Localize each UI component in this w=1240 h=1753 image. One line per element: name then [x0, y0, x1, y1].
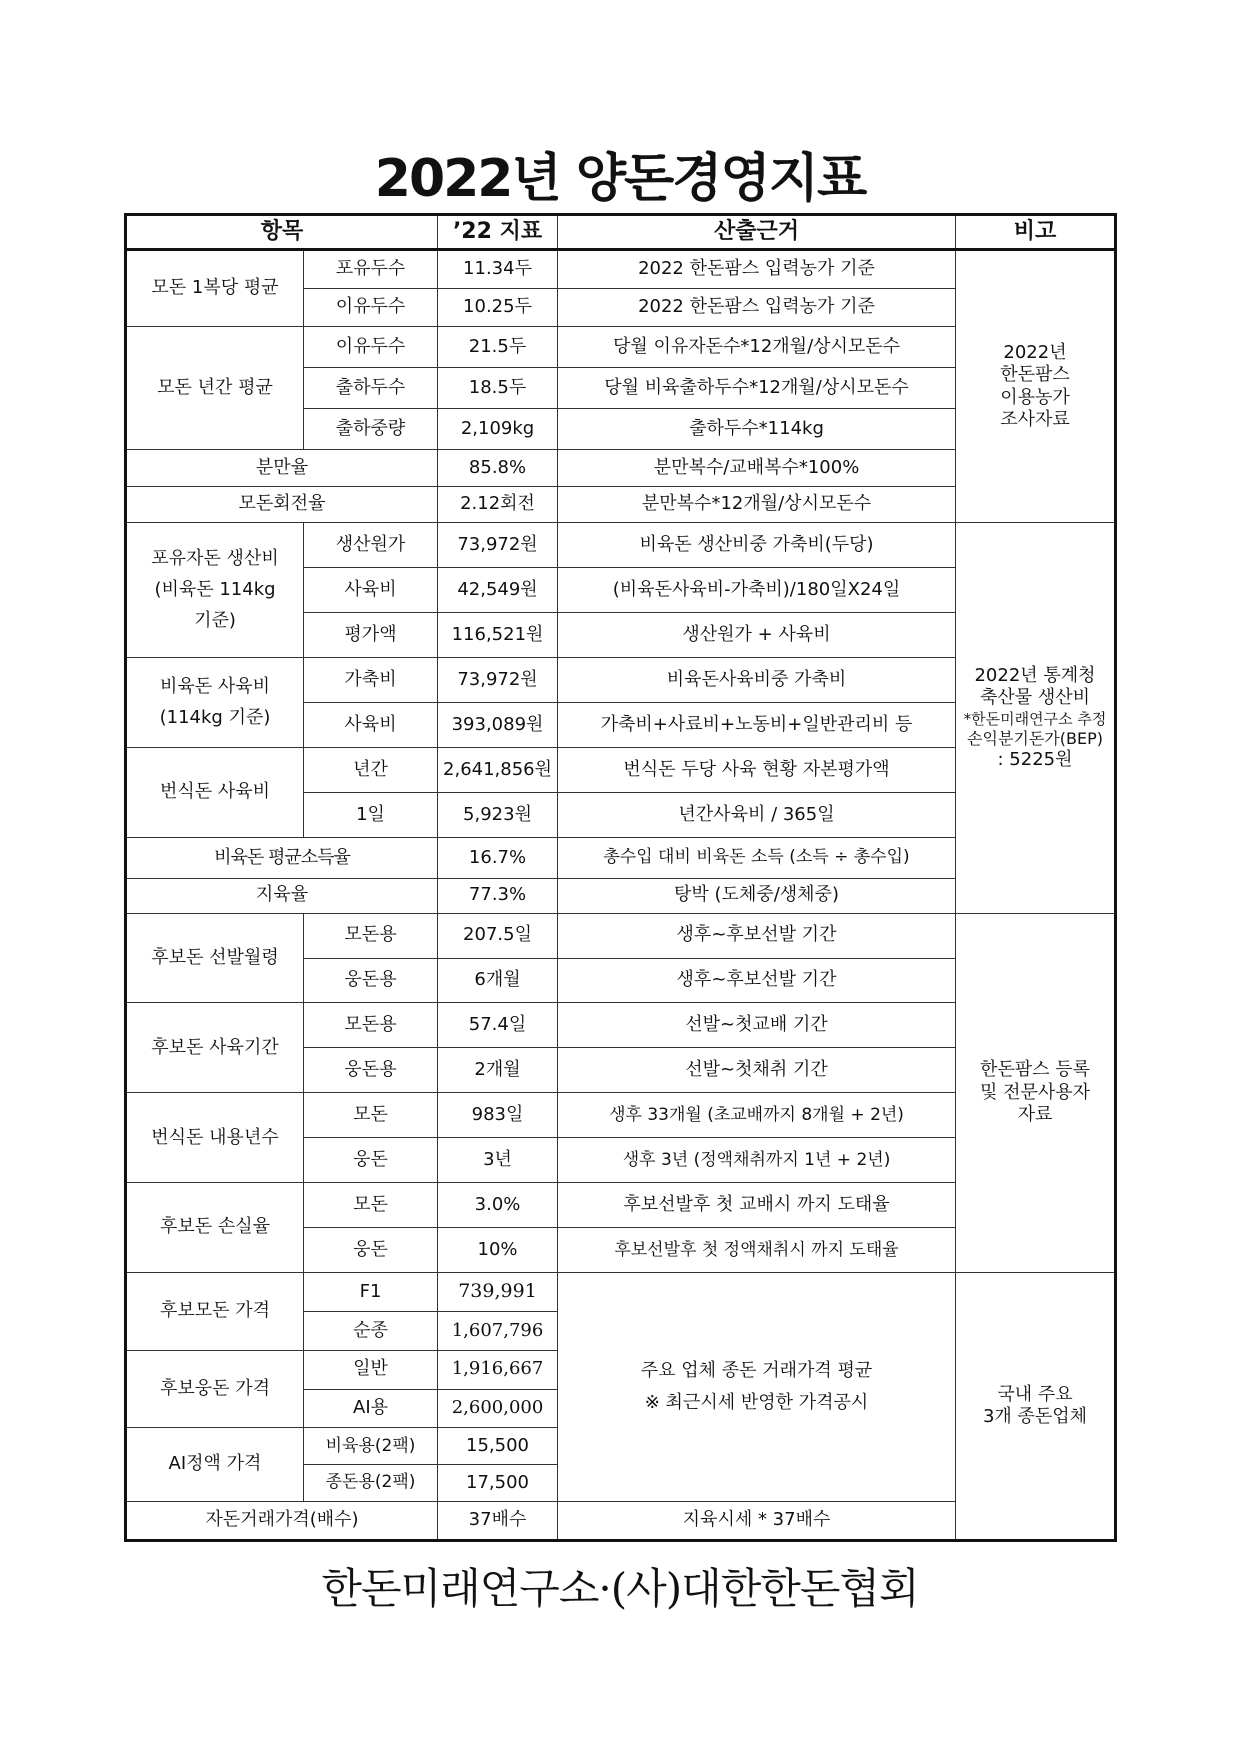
row-basis: 2022 한돈팜스 입력농가 기준 [558, 288, 956, 327]
row-value: 739,991 [438, 1273, 558, 1312]
row-label: 모돈 1복당 평균 [126, 249, 304, 327]
note-line: 자료 [1017, 1104, 1053, 1126]
row-sublabel: 출하두수 [304, 368, 438, 409]
row-sublabel: AI용 [304, 1389, 438, 1428]
table-header-row [126, 215, 1116, 250]
note-line: 2022년 통계청 [974, 664, 1096, 686]
row-basis: 생후~후보선발 기간 [558, 958, 956, 1003]
row-basis: 당월 이유자돈수*12개월/상시모돈수 [558, 327, 956, 368]
publisher-footer: 한돈미래연구소·(사)대한한돈협회 [321, 1564, 919, 1613]
row-sublabel: 가축비 [304, 658, 438, 703]
note-line: 손익분기돈가(BEP) [967, 728, 1103, 748]
row-value: 3년 [438, 1138, 558, 1183]
basis-line: 주요 업체 종돈 거래가격 평균 [640, 1359, 873, 1381]
header-item: 항목 [126, 215, 438, 250]
row-sublabel: 년간 [304, 748, 438, 793]
row-label: 지육율 [126, 878, 438, 913]
row-basis: 생산원가 + 사육비 [558, 613, 956, 658]
row-basis: 후보선발후 첫 정액채취시 까지 도태율 [558, 1228, 956, 1273]
row-value: 73,972원 [438, 523, 558, 568]
basis-line: ※ 최근시세 반영한 가격공시 [644, 1391, 869, 1413]
row-value: 42,549원 [438, 568, 558, 613]
row-label: 후보돈 선발월령 [126, 913, 304, 1003]
row-label: 후보돈 손실율 [126, 1183, 304, 1273]
row-value: 16.7% [438, 838, 558, 879]
label-line: (114kg 기준) [159, 706, 271, 728]
row-basis: 생후~후보선발 기간 [558, 913, 956, 958]
row-basis: 당월 비육출하두수*12개월/상시모돈수 [558, 368, 956, 409]
table-row [126, 523, 1116, 568]
row-sublabel: 이유두수 [304, 288, 438, 327]
header-value: ’22 지표 [438, 215, 558, 250]
row-basis: 비육돈사육비중 가축비 [558, 658, 956, 703]
row-label: 후보돈 사육기간 [126, 1003, 304, 1093]
row-sublabel: 생산원가 [304, 523, 438, 568]
note-line: 국내 주요 [997, 1383, 1073, 1405]
row-basis: 출하두수*114kg [558, 409, 956, 450]
note-line: *한돈미래연구소 추정 [963, 709, 1107, 728]
row-value: 2,109kg [438, 409, 558, 450]
label-line: 비육돈 사육비 [159, 676, 271, 698]
row-sublabel: 포유두수 [304, 249, 438, 288]
row-basis: 년간사육비 / 365일 [558, 793, 956, 838]
row-label: 번식돈 사육비 [126, 748, 304, 838]
row-value: 2.12회전 [438, 486, 558, 523]
row-value: 85.8% [438, 449, 558, 486]
row-sublabel: 모돈 [304, 1093, 438, 1138]
row-sublabel: 모돈용 [304, 1003, 438, 1048]
row-value: 11.34두 [438, 249, 558, 288]
row-sublabel: 종돈용(2팩) [304, 1465, 438, 1502]
row-sublabel: 웅돈용 [304, 958, 438, 1003]
table-row [126, 249, 1116, 288]
note-cell-3 [956, 913, 1116, 1273]
row-label: AI정액 가격 [126, 1428, 304, 1502]
row-label: 분만율 [126, 449, 438, 486]
row-basis: (비육돈사육비-가축비)/180일X24일 [558, 568, 956, 613]
indicator-table [124, 213, 1117, 1542]
row-value: 10% [438, 1228, 558, 1273]
row-value: 37배수 [438, 1501, 558, 1540]
row-label: 모돈 년간 평균 [126, 327, 304, 450]
row-sublabel: 일반 [304, 1350, 438, 1389]
row-value: 116,521원 [438, 613, 558, 658]
row-basis: 선발~첫채취 기간 [558, 1048, 956, 1093]
row-value: 21.5두 [438, 327, 558, 368]
row-value: 5,923원 [438, 793, 558, 838]
note-line: : 5225원 [997, 748, 1073, 770]
row-label: 비육돈 평균소득율 [126, 838, 438, 879]
row-sublabel: 웅돈 [304, 1228, 438, 1273]
row-value: 2,600,000 [438, 1389, 558, 1428]
note-cell-2 [956, 523, 1116, 913]
row-value: 3.0% [438, 1183, 558, 1228]
row-basis: 총수입 대비 비육돈 소득 (소득 ÷ 총수입) [558, 838, 956, 879]
header-note: 비고 [956, 215, 1116, 250]
row-label: 후보모돈 가격 [126, 1273, 304, 1351]
row-basis: 가축비+사료비+노동비+일반관리비 등 [558, 703, 956, 748]
note-cell-4 [956, 1273, 1116, 1541]
row-basis: 분만복수*12개월/상시모돈수 [558, 486, 956, 523]
row-basis: 생후 3년 (정액채취까지 1년 + 2년) [558, 1138, 956, 1183]
row-label: 자돈거래가격(배수) [126, 1501, 438, 1540]
row-sublabel: 이유두수 [304, 327, 438, 368]
row-sublabel: 웅돈용 [304, 1048, 438, 1093]
row-label [126, 658, 304, 748]
row-sublabel: 사육비 [304, 703, 438, 748]
row-value: 983일 [438, 1093, 558, 1138]
table-row [126, 913, 1116, 958]
row-value: 73,972원 [438, 658, 558, 703]
row-value: 18.5두 [438, 368, 558, 409]
page-title: 2022년 양돈경영지표 [374, 149, 866, 209]
row-sublabel: F1 [304, 1273, 438, 1312]
note-line: 축산물 생산비 [979, 687, 1091, 709]
row-value: 1,607,796 [438, 1311, 558, 1350]
row-sublabel: 출하중량 [304, 409, 438, 450]
row-value: 2,641,856원 [438, 748, 558, 793]
row-basis: 분만복수/교배복수*100% [558, 449, 956, 486]
note-line: 한돈팜스 등록 [979, 1059, 1091, 1081]
row-sublabel: 모돈 [304, 1183, 438, 1228]
row-sublabel: 1일 [304, 793, 438, 838]
row-sublabel: 모돈용 [304, 913, 438, 958]
row-value: 15,500 [438, 1428, 558, 1465]
note-cell-1 [956, 249, 1116, 523]
table-row [126, 1273, 1116, 1312]
note-line: 2022년 [1003, 341, 1067, 363]
row-value: 6개월 [438, 958, 558, 1003]
label-line: 기준) [194, 609, 236, 631]
row-value: 207.5일 [438, 913, 558, 958]
row-sublabel: 평가액 [304, 613, 438, 658]
note-line: 이용농가 [1000, 386, 1070, 408]
label-line: 포유자돈 생산비 [151, 548, 279, 570]
row-sublabel: 웅돈 [304, 1138, 438, 1183]
row-basis: 지육시세 * 37배수 [558, 1501, 956, 1540]
row-value: 77.3% [438, 878, 558, 913]
row-label: 번식돈 내용년수 [126, 1093, 304, 1183]
note-line: 조사자료 [1000, 409, 1070, 431]
row-sublabel: 비육용(2팩) [304, 1428, 438, 1465]
row-basis: 선발~첫교배 기간 [558, 1003, 956, 1048]
row-basis: 2022 한돈팜스 입력농가 기준 [558, 249, 956, 288]
row-label: 모돈회전율 [126, 486, 438, 523]
row-basis: 비육돈 생산비중 가축비(두당) [558, 523, 956, 568]
label-line: (비육돈 114kg [154, 579, 276, 601]
row-sublabel: 사육비 [304, 568, 438, 613]
row-basis: 후보선발후 첫 교배시 까지 도태율 [558, 1183, 956, 1228]
row-value: 57.4일 [438, 1003, 558, 1048]
row-value: 393,089원 [438, 703, 558, 748]
note-line: 한돈팜스 [1000, 364, 1070, 386]
row-value: 10.25두 [438, 288, 558, 327]
row-value: 2개월 [438, 1048, 558, 1093]
price-basis-cell [558, 1273, 956, 1502]
header-basis: 산출근거 [558, 215, 956, 250]
row-sublabel: 순종 [304, 1311, 438, 1350]
row-basis: 번식돈 두당 사육 현황 자본평가액 [558, 748, 956, 793]
row-basis: 생후 33개월 (초교배까지 8개월 + 2년) [558, 1093, 956, 1138]
row-label: 후보웅돈 가격 [126, 1350, 304, 1428]
row-basis: 탕박 (도체중/생체중) [558, 878, 956, 913]
row-value: 1,916,667 [438, 1350, 558, 1389]
row-label [126, 523, 304, 658]
note-line: 및 전문사용자 [979, 1081, 1091, 1103]
note-line: 3개 종돈업체 [982, 1406, 1088, 1428]
row-value: 17,500 [438, 1465, 558, 1502]
